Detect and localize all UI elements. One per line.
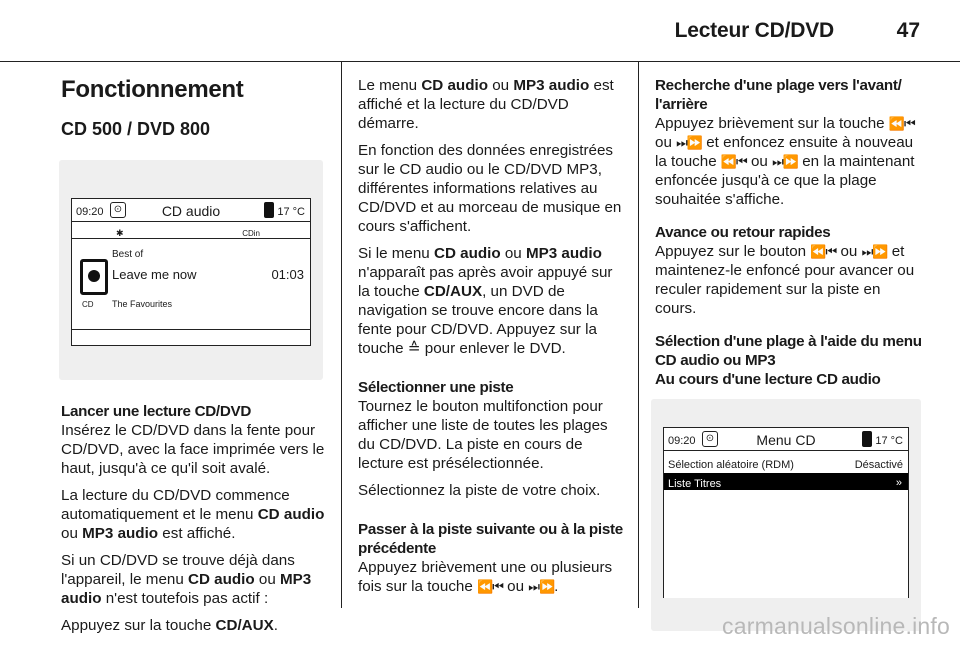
bluetooth-icon: ✱ — [116, 228, 124, 238]
column-divider-1 — [341, 62, 342, 608]
paragraph: Tournez le bouton multifonction pour afficher une liste de toutes les plages du CD/DVD. La piste en cours de lecture est présélectionnée. — [358, 398, 608, 472]
column-divider-2 — [638, 62, 639, 608]
screen-status-bar — [664, 428, 908, 451]
screen-title: CD audio — [161, 203, 221, 219]
subsection-title: CD 500 / DVD 800 — [61, 119, 211, 139]
previous-track-icon: ⏪⏮ — [810, 244, 837, 259]
artist-name: The Favourites — [112, 299, 173, 309]
paragraph: Si un CD/DVD se trouve déjà dans l'appareil, le menu CD audio ou MP3 audio n'est toutefois pas actif : — [61, 552, 312, 607]
screen-status-bar — [72, 199, 310, 222]
paragraph: En fonction des données enregistrées sur le CD audio ou le CD/DVD MP3, différentes informations relatives au CD/DVD et au morceau de musique en cours s'affichent. — [358, 142, 622, 235]
temperature: 17 °C — [875, 435, 903, 447]
column-3 — [655, 76, 923, 653]
clock: 09:20 — [668, 435, 696, 447]
previous-track-icon: ⏪⏮ — [888, 116, 915, 131]
paragraph: La lecture du CD/DVD commence automatiquement et le menu CD audio ou MP3 audio est affiché. — [61, 487, 325, 542]
paragraph: Insérez le CD/DVD dans la fente pour CD/DVD, avec la face imprimée vers le haut, jusqu'à ce qu'il soit avalé. — [61, 422, 325, 477]
heading-track-selection-menu: Sélection d'une plage à l'aide du menu CD audio ou MP3 — [655, 333, 922, 369]
previous-track-icon: ⏪⏮ — [720, 154, 747, 169]
cdin-label: CDin — [242, 229, 260, 238]
column-1 — [61, 76, 329, 643]
menu-item-label: Sélection aléatoire (RDM) — [668, 459, 794, 471]
next-track-icon: ⏭⏩ — [528, 579, 555, 594]
elapsed-time: 01:03 — [271, 267, 304, 282]
menu-item-value: Désactivé — [854, 459, 903, 471]
section-title: Fonctionnement — [61, 76, 244, 103]
track-title: Leave me now — [112, 267, 197, 282]
heading-during-cd-playback: Au cours d'une lecture CD audio — [655, 371, 881, 388]
heading-select-track: Sélectionner une piste — [358, 379, 514, 396]
cd-menu-screen — [663, 427, 909, 598]
paragraph: Sélectionnez la piste de votre choix. — [358, 482, 601, 499]
clock: 09:20 — [76, 206, 104, 218]
cd-menu-screen-figure — [651, 399, 921, 631]
cd-audio-screen — [71, 198, 311, 346]
eject-icon: ≙ — [407, 340, 421, 357]
now-playing-area — [72, 239, 310, 330]
heading-fast-forward-rewind: Avance ou retour rapides — [655, 224, 831, 241]
paragraph: Appuyez brièvement une ou plusieurs fois sur la touche ⏪⏮ ou ⏭⏩. — [358, 559, 613, 595]
heading-start-playback: Lancer une lecture CD/DVD — [61, 403, 251, 420]
heading-search-track: Recherche d'une plage vers l'avant/ l'arrière — [655, 77, 902, 113]
chapter-title: Lecteur CD/DVD — [674, 19, 834, 42]
album-name: Best of — [112, 249, 144, 260]
previous-track-icon: ⏪⏮ — [477, 579, 503, 594]
cd-audio-screen-figure — [59, 160, 323, 380]
next-track-icon: ⏭⏩ — [861, 244, 888, 259]
screen-title: Menu CD — [756, 432, 816, 448]
temperature: 17 °C — [277, 206, 305, 218]
page-number: 47 — [896, 19, 920, 42]
menu-item-track-list[interactable] — [664, 473, 908, 490]
paragraph: Appuyez sur la touche CD/AUX. — [61, 617, 278, 634]
paragraph: Le menu CD audio ou MP3 audio est affiché et la lecture du CD/DVD démarre. — [358, 77, 614, 132]
source-label: CD — [82, 300, 94, 309]
cd-icon: ⊙ — [110, 202, 126, 218]
paragraph: Si le menu CD audio ou MP3 audio n'apparaît pas après avoir appuyé sur la touche CD/AUX, un DVD de navigation se trouve encore dans la fente pour CD/DVD. Appuyez sur la touche ≙ pour enlever le DVD. — [358, 245, 613, 357]
column-2 — [358, 76, 624, 604]
next-track-icon: ⏭⏩ — [772, 154, 798, 169]
heading-next-prev-track: Passer à la piste suivante ou à la piste précédente — [358, 521, 623, 557]
header-rule — [0, 61, 960, 62]
watermark[interactable]: carmanualsonline.info — [722, 613, 950, 639]
thermometer-icon — [862, 431, 872, 447]
page-header — [0, 0, 960, 62]
menu-item-random[interactable] — [664, 451, 908, 473]
screen-info-row — [72, 222, 310, 239]
chevron-right-icon: » — [895, 477, 902, 489]
paragraph: Appuyez brièvement sur la touche ⏪⏮ ou ⏭⏩ et enfoncez ensuite à nouveau la touche ⏪⏮ ou ⏭⏩ en la maintenant enfoncée jusqu'à ce que la plage souhaitée s'affiche. — [655, 115, 915, 208]
next-track-icon: ⏭⏩ — [676, 135, 703, 150]
paragraph: Appuyez sur le bouton ⏪⏮ ou ⏭⏩ et maintenez-le enfoncé pour avancer ou reculer rapidement sur la piste en cours. — [655, 243, 915, 317]
menu-item-label: Liste Titres — [668, 478, 722, 490]
cd-source-icon — [80, 259, 108, 295]
cd-icon: ⊙ — [702, 431, 718, 447]
thermometer-icon — [264, 202, 274, 218]
